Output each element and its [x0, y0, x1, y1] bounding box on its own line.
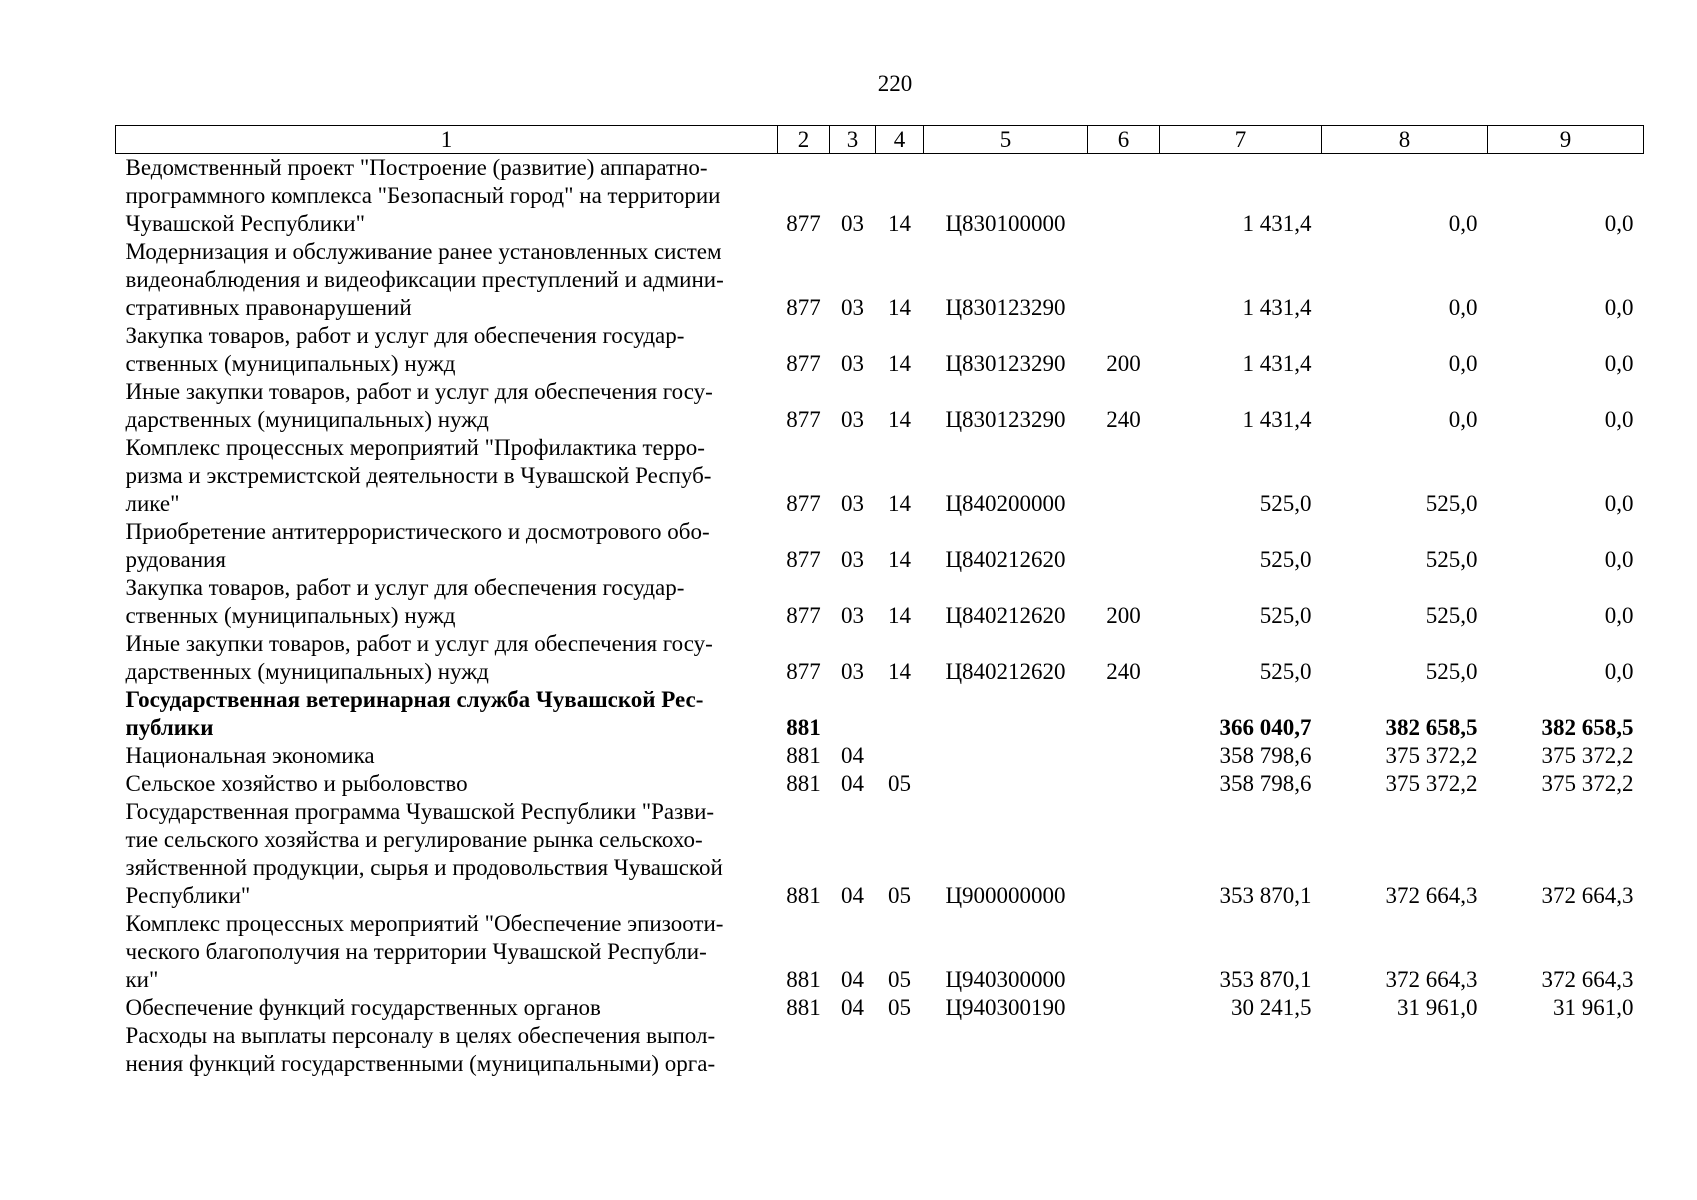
expense-type-cell	[1088, 434, 1160, 518]
amount-col9-cell: 0,0	[1604, 547, 1634, 572]
amount-col9-cell: 0,0	[1604, 491, 1634, 516]
section-cell: 03	[841, 407, 864, 432]
admin-code-cell: 881	[786, 995, 821, 1020]
row-name-line: программного комплекса "Безопасный город" на территории	[125, 183, 721, 208]
admin-code-cell: 877	[786, 547, 821, 572]
row-name-line: ственных (муниципальных) нужд	[125, 351, 456, 376]
row-name-line: Обеспечение функций государственных органов	[125, 995, 601, 1020]
section-cell	[830, 1022, 876, 1078]
table-row	[116, 518, 1644, 574]
amount-col7-cell: 525,0	[1259, 659, 1312, 684]
row-name-cell	[116, 770, 778, 798]
header-col-6: 6	[1088, 126, 1160, 154]
amount-col8-cell: 372 664,3	[1385, 883, 1478, 908]
row-name-line: Комплекс процессных мероприятий "Профилактика терро-	[125, 435, 705, 460]
row-name-line: Государственная программа Чувашской Республики "Разви-	[125, 799, 715, 824]
target-item-cell: Ц840212620	[945, 547, 1066, 572]
row-name-line: Модернизация и обслуживание ранее установленных систем	[125, 239, 722, 264]
amount-col8-cell: 0,0	[1448, 351, 1478, 376]
expense-type-cell	[1088, 994, 1160, 1022]
row-name-cell	[116, 378, 778, 434]
amount-col8-cell: 375 372,2	[1385, 771, 1478, 796]
row-name-line: видеонаблюдения и видеофиксации преступлений и админи-	[125, 267, 724, 292]
expense-type-cell	[1088, 742, 1160, 770]
subsection-cell: 14	[888, 491, 911, 516]
row-name-cell	[116, 798, 778, 910]
target-item-cell: Ц840212620	[945, 659, 1066, 684]
table-row	[116, 630, 1644, 686]
table-row	[116, 686, 1644, 742]
expense-type-cell	[1088, 910, 1160, 994]
target-item-cell	[924, 686, 1088, 742]
section-cell: 03	[841, 211, 864, 236]
amount-col8-cell: 525,0	[1425, 659, 1478, 684]
amount-col8-cell: 525,0	[1425, 603, 1478, 628]
table-row	[116, 1022, 1644, 1078]
amount-col8-cell: 0,0	[1448, 211, 1478, 236]
header-col-9: 9	[1488, 126, 1644, 154]
amount-col8-cell: 525,0	[1425, 547, 1478, 572]
table-row	[116, 238, 1644, 322]
subsection-cell: 14	[888, 351, 911, 376]
row-name-cell	[116, 742, 778, 770]
admin-code-cell	[778, 1022, 830, 1078]
page-number: 220	[877, 71, 913, 96]
table-row	[116, 798, 1644, 910]
target-item-cell: Ц940300000	[945, 967, 1066, 992]
section-cell: 03	[841, 351, 864, 376]
subsection-cell: 14	[888, 659, 911, 684]
header-col-1: 1	[116, 126, 778, 154]
expense-type-cell	[1088, 798, 1160, 910]
amount-col8-cell: 375 372,2	[1385, 743, 1478, 768]
amount-col8-cell: 0,0	[1448, 295, 1478, 320]
amount-col9-cell: 372 664,3	[1541, 883, 1634, 908]
expense-type-cell	[1088, 1022, 1160, 1078]
admin-code-cell: 881	[786, 715, 821, 740]
target-item-cell: Ц830100000	[945, 211, 1066, 236]
amount-col7-cell: 353 870,1	[1219, 883, 1312, 908]
row-name-cell	[116, 154, 778, 239]
table-body	[116, 154, 1644, 1079]
amount-col9-cell: 0,0	[1604, 659, 1634, 684]
target-item-cell: Ц830123290	[945, 407, 1066, 432]
row-name-line: Чувашской Республики"	[125, 211, 365, 236]
admin-code-cell: 881	[786, 743, 821, 768]
subsection-cell: 14	[888, 295, 911, 320]
row-name-line: Приобретение антитеррористического и досмотрового обо-	[125, 519, 710, 544]
row-name-line: лике"	[125, 491, 180, 516]
header-col-5: 5	[924, 126, 1088, 154]
amount-col7-cell: 30 241,5	[1231, 995, 1312, 1020]
header-col-8: 8	[1322, 126, 1488, 154]
subsection-cell: 14	[888, 211, 911, 236]
amount-col9-cell	[1488, 1022, 1644, 1078]
row-name-line: нения функций государственными (муниципальными) орга-	[125, 1051, 716, 1076]
row-name-cell	[116, 994, 778, 1022]
amount-col9-cell: 372 664,3	[1541, 967, 1634, 992]
expense-type-cell: 200	[1106, 351, 1141, 376]
admin-code-cell: 881	[786, 771, 821, 796]
section-cell: 04	[841, 995, 864, 1020]
admin-code-cell: 877	[786, 211, 821, 236]
admin-code-cell: 877	[786, 659, 821, 684]
section-cell: 04	[841, 883, 864, 908]
amount-col8-cell: 372 664,3	[1385, 967, 1478, 992]
admin-code-cell: 877	[786, 407, 821, 432]
target-item-cell: Ц830123290	[945, 295, 1066, 320]
amount-col8-cell: 0,0	[1448, 407, 1478, 432]
row-name-cell	[116, 1022, 778, 1078]
row-name-line: дарственных (муниципальных) нужд	[125, 407, 489, 432]
admin-code-cell: 881	[786, 967, 821, 992]
amount-col7-cell: 366 040,7	[1219, 715, 1312, 740]
amount-col7-cell: 1 431,4	[1242, 351, 1312, 376]
amount-col7-cell: 525,0	[1259, 603, 1312, 628]
row-name-cell	[116, 686, 778, 742]
amount-col9-cell: 375 372,2	[1541, 771, 1634, 796]
section-cell: 03	[841, 547, 864, 572]
table-header	[116, 126, 1644, 154]
amount-col9-cell: 382 658,5	[1541, 715, 1634, 740]
subsection-cell	[876, 1022, 924, 1078]
table-row	[116, 434, 1644, 518]
header-col-3: 3	[830, 126, 876, 154]
section-cell: 03	[841, 659, 864, 684]
row-name-line: Ведомственный проект "Построение (развитие) аппаратно-	[125, 155, 708, 180]
row-name-line: рудования	[125, 547, 226, 572]
row-name-line: ризма и экстремистской деятельности в Чувашской Респуб-	[125, 463, 712, 488]
table-row	[116, 770, 1644, 798]
row-name-line: Государственная ветеринарная служба Чувашской Рес-	[125, 687, 704, 712]
row-name-line: Закупка товаров, работ и услуг для обеспечения государ-	[125, 323, 685, 348]
expense-type-cell: 200	[1106, 603, 1141, 628]
budget-table	[115, 125, 1644, 1078]
section-cell: 04	[841, 743, 864, 768]
section-cell: 03	[841, 295, 864, 320]
section-cell: 03	[841, 603, 864, 628]
subsection-cell: 05	[888, 771, 911, 796]
target-item-cell	[924, 1022, 1088, 1078]
target-item-cell: Ц940300190	[945, 995, 1066, 1020]
admin-code-cell: 881	[786, 883, 821, 908]
expense-type-cell	[1088, 686, 1160, 742]
target-item-cell: Ц840212620	[945, 603, 1066, 628]
row-name-line: ственных (муниципальных) нужд	[125, 603, 456, 628]
row-name-cell	[116, 910, 778, 994]
header-row	[116, 126, 1644, 154]
amount-col9-cell: 0,0	[1604, 603, 1634, 628]
amount-col8-cell: 525,0	[1425, 491, 1478, 516]
expense-type-cell	[1088, 518, 1160, 574]
target-item-cell: Ц830123290	[945, 351, 1066, 376]
target-item-cell	[924, 770, 1088, 798]
admin-code-cell: 877	[786, 351, 821, 376]
amount-col7-cell: 1 431,4	[1242, 295, 1312, 320]
admin-code-cell: 877	[786, 295, 821, 320]
header-col-7: 7	[1160, 126, 1322, 154]
row-name-line: Сельское хозяйство и рыболовство	[125, 771, 468, 796]
admin-code-cell: 877	[786, 491, 821, 516]
amount-col8-cell: 382 658,5	[1385, 715, 1478, 740]
row-name-line: Национальная экономика	[125, 743, 375, 768]
subsection-cell: 14	[888, 547, 911, 572]
section-cell	[830, 686, 876, 742]
subsection-cell: 05	[888, 995, 911, 1020]
row-name-line: ки"	[125, 967, 159, 992]
section-cell: 04	[841, 967, 864, 992]
admin-code-cell: 877	[786, 603, 821, 628]
amount-col7-cell: 358 798,6	[1219, 743, 1312, 768]
subsection-cell: 05	[888, 967, 911, 992]
row-name-line: тие сельского хозяйства и регулирование рынка сельскохо-	[125, 827, 703, 852]
amount-col9-cell: 0,0	[1604, 407, 1634, 432]
amount-col9-cell: 375 372,2	[1541, 743, 1634, 768]
amount-col9-cell: 0,0	[1604, 211, 1634, 236]
amount-col9-cell: 0,0	[1604, 295, 1634, 320]
section-cell: 04	[841, 771, 864, 796]
amount-col8-cell	[1322, 1022, 1488, 1078]
target-item-cell	[924, 742, 1088, 770]
row-name-line: публики	[125, 715, 214, 740]
amount-col9-cell: 31 961,0	[1553, 995, 1634, 1020]
amount-col7-cell: 353 870,1	[1219, 967, 1312, 992]
amount-col9-cell: 0,0	[1604, 351, 1634, 376]
amount-col7-cell: 358 798,6	[1219, 771, 1312, 796]
amount-col7-cell: 525,0	[1259, 491, 1312, 516]
row-name-cell	[116, 238, 778, 322]
header-col-4: 4	[876, 126, 924, 154]
subsection-cell: 14	[888, 407, 911, 432]
amount-col8-cell: 31 961,0	[1397, 995, 1478, 1020]
row-name-cell	[116, 322, 778, 378]
table-row	[116, 378, 1644, 434]
amount-col7-cell: 1 431,4	[1242, 407, 1312, 432]
subsection-cell	[876, 742, 924, 770]
row-name-line: Комплекс процессных мероприятий "Обеспечение эпизооти-	[125, 911, 724, 936]
row-name-line: Иные закупки товаров, работ и услуг для обеспечения госу-	[125, 379, 713, 404]
row-name-line: Закупка товаров, работ и услуг для обеспечения государ-	[125, 575, 685, 600]
row-name-line: ческого благополучия на территории Чувашской Республи-	[125, 939, 707, 964]
row-name-line: дарственных (муниципальных) нужд	[125, 659, 489, 684]
target-item-cell: Ц900000000	[945, 883, 1066, 908]
subsection-cell	[876, 686, 924, 742]
row-name-line: Республики"	[125, 883, 251, 908]
row-name-line: Иные закупки товаров, работ и услуг для обеспечения госу-	[125, 631, 713, 656]
subsection-cell: 14	[888, 603, 911, 628]
table-row	[116, 574, 1644, 630]
table-row	[116, 742, 1644, 770]
subsection-cell: 05	[888, 883, 911, 908]
row-name-line: зяйственной продукции, сырья и продовольствия Чувашской	[125, 855, 723, 880]
expense-type-cell	[1088, 770, 1160, 798]
target-item-cell: Ц840200000	[945, 491, 1066, 516]
expense-type-cell: 240	[1106, 407, 1141, 432]
table-row	[116, 994, 1644, 1022]
table-row	[116, 322, 1644, 378]
section-cell: 03	[841, 491, 864, 516]
amount-col7-cell	[1160, 1022, 1322, 1078]
amount-col7-cell: 1 431,4	[1242, 211, 1312, 236]
amount-col7-cell: 525,0	[1259, 547, 1312, 572]
row-name-cell	[116, 574, 778, 630]
expense-type-cell	[1088, 238, 1160, 322]
expense-type-cell	[1088, 154, 1160, 239]
row-name-line: Расходы на выплаты персоналу в целях обеспечения выпол-	[125, 1023, 716, 1048]
row-name-cell	[116, 434, 778, 518]
table-row	[116, 910, 1644, 994]
row-name-cell	[116, 518, 778, 574]
row-name-cell	[116, 630, 778, 686]
row-name-line: стративных правонарушений	[125, 295, 412, 320]
expense-type-cell: 240	[1106, 659, 1141, 684]
table-row	[116, 154, 1644, 239]
header-col-2: 2	[778, 126, 830, 154]
